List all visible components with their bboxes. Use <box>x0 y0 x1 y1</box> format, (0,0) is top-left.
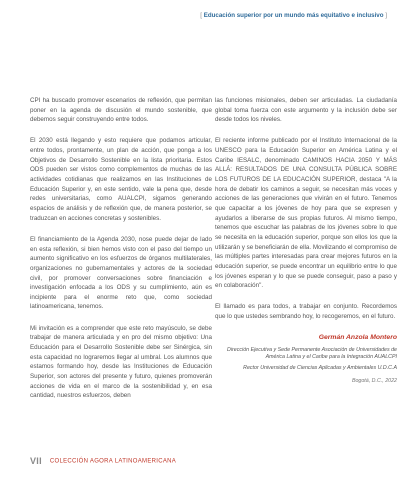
right-paragraph-3: El llamado es para todos, a trabajar en conjunto. Recordemos que lo que ustedes sembrando hoy, lo recogeremos, en el futuro. <box>215 303 397 321</box>
right-paragraph-1: las funciones misionales, deben ser articuladas. La ciudadanía global toma fuerza con este argumento y la inclusión debe ser desde todos los niveles. <box>215 97 397 124</box>
right-column <box>215 96 397 387</box>
collection-name: AGORA LATINOAMERICANA <box>89 458 177 465</box>
collection-label: COLECCIÓN <box>49 458 89 465</box>
header-title: Educación superior por un mundo más equitativo e inclusivo <box>203 12 384 19</box>
running-header <box>200 12 387 19</box>
signature-block <box>215 333 397 386</box>
left-column <box>30 96 212 412</box>
left-paragraph-4: Mi invitación es a comprender que este reto mayúsculo, se debe trabajar de manera articulada y en pro del mismo objetivo: Una Educación para el Desarrollo Sostenible debe ser Sinérgica, sin esta capacidad no lograremos llegar al umbral. Los alumnos que estamos formando hoy, desde las Instituciones de Educación Superior, son actores del presente y futuro, quienes promoverán acciones de vida en el marco de la sostenibilidad y, en esa cantidad, nuestros esfuerzos, deben <box>30 324 212 400</box>
header-bracket-open: [ <box>200 12 202 19</box>
signature-role-2: Rector Universidad de Ciencias Aplicadas y Ambientales U.D.C.A <box>243 364 397 371</box>
signature-name: Germán Anzola Montero <box>318 334 397 342</box>
left-paragraph-1: CPI ha buscado promover escenarios de reflexión, que permitan poner en la agenda de discusión el mundo sostenible, que debemos seguir construyendo entre todos. <box>30 97 212 124</box>
header-bracket-close: ] <box>385 12 387 19</box>
signature-role: Dirección Ejecutiva y Sede Permanente Asociación de Universidades de América Latina y el Caribe para la Integración AUALCPI <box>227 346 397 360</box>
right-paragraph-2: El reciente informe publicado por el Instituto Internacional de la UNESCO para la Educación Superior en América Latina y el Caribe IESALC, denominado CAMINOS HACIA 2050 Y MÁS ALLÁ: RESULTADOS DE UNA CONSULTA PÚBLICA SOBRE LOS FUTUROS DE LA EDUCACIÓN SUPERIOR, destaca "A la hora de debatir los caminos a seguir, se necesitan más voces y acciones de las generaciones que vivirán en el futuro. Tenemos que capacitar a los jóvenes de hoy para que se expresen y ayudarlos a liberarse de sus propias futuros. Al mismo tiempo, tenemos que escuchar las palabras de los jóvenes sobre lo que se necesita en la educación superior, porque son ellos los que la utilizarán y se beneficiarán de ella. Movilizando el compromiso de las múltiples partes interesadas para crear mejores futuros en la educación superior, se puede encontrar un equilibrio entre lo que los jóvenes esperan y lo que se puede conseguir, paso a paso y en colaboración". <box>215 137 397 290</box>
signature-place-date: Bogotá, D.C., 2022 <box>351 377 397 384</box>
left-paragraph-2: El 2030 está llegando y esto requiere que podamos articular, entre todos, prontamente, un plan de acción, que ponga a los Objetivos de Desarrollo Sostenible en la lista prioritaria. Estos ODS pueden ser vistos como complementos de muchas de las actividades cotidianas que realizamos en las Instituciones de Educación Superior y, en este sentido, vale la pena que, desde redes universitarias, como AUALCPI, sigamos generando espacios de análisis y de reflexión que, de manera posterior, se traduzcan en acciones concretas y sostenibles. <box>30 137 212 222</box>
page-number: VII <box>30 456 42 466</box>
left-paragraph-3: El financiamiento de la Agenda 2030, nose puede dejar de lado en esta reflexión, si bien hemos visto con el paso del tiempo un aumento significativo en los esfuerzos de órganos multilaterales, organizaciones no gubernamentales y actores de la sociedad civil, por promover conversaciones sobre financiación e investigación enfocada a los ODS y su cumplimiento, aún es incipiente para el enorme reto que, como sociedad latinoamericana, tenemos. <box>30 235 212 311</box>
page-footer <box>30 456 176 466</box>
